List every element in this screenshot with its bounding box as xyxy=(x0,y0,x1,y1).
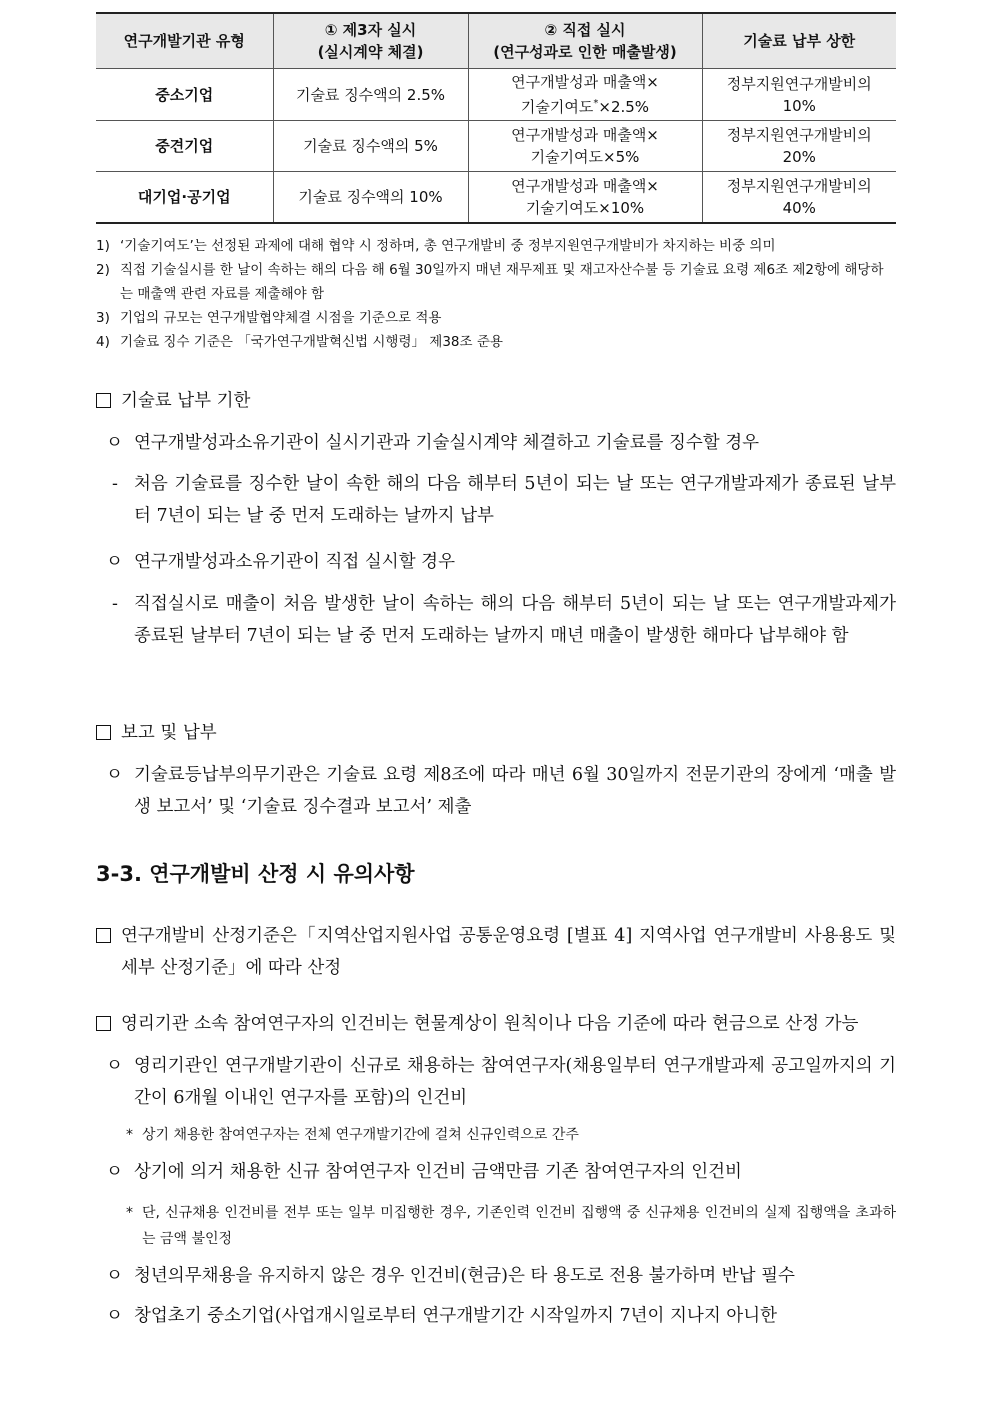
circle-bullet: ㅇ xyxy=(106,765,123,785)
section-title: 보고 및 납부 xyxy=(121,723,217,743)
circle-bullet: ㅇ xyxy=(106,1266,123,1286)
asterisk-bullet: * xyxy=(126,1127,133,1143)
checkbox-square-icon xyxy=(96,1016,111,1031)
cell-direct xyxy=(468,69,702,121)
bullet-text: 연구개발성과소유기관이 실시기관과 기술실시계약 체결하고 기술료를 징수할 경우 xyxy=(134,433,760,453)
note-item: 2) 직접 기술실시를 한 날이 속하는 해의 다음 해 6월 30일까지 매년 재무제표 및 재고자산수불 등 기술료 요령 제6조 제2항에 해당하는 매출액 관련 자료를 제출해야 함 xyxy=(96,262,884,302)
header-institution-type: 연구개발기관 유형 xyxy=(96,13,273,69)
note-text: 단, 신규채용 인건비를 전부 또는 일부 미집행한 경우, 기존인력 인건비 집행액 중 신규채용 인건비의 실제 집행액을 초과하는 금액 불인정 xyxy=(142,1205,896,1247)
section-title: 기술료 납부 기한 xyxy=(121,391,251,411)
dash-bullet: - xyxy=(112,594,118,614)
section-heading: 3-3. 연구개발비 산정 시 유의사항 xyxy=(96,862,415,886)
section-cost-calculation xyxy=(96,920,896,1332)
bullet-text: 청년의무채용을 유지하지 않은 경우 인건비(현금)은 타 용도로 전용 불가하며 반납 필수 xyxy=(134,1266,795,1286)
cell-third-party: 기술료 징수액의 5% xyxy=(273,121,468,172)
header-direct: ② 직접 실시 (연구성과로 인한 매출발생) xyxy=(468,13,702,69)
table-row xyxy=(96,121,896,172)
cap-line-a: 정부지원연구개발비의 xyxy=(726,74,872,93)
cell-cap xyxy=(702,172,896,224)
header-third-party: ① 제3자 실시 (실시계약 체결) xyxy=(273,13,468,69)
cell-type: 대기업·공기업 xyxy=(96,172,273,224)
dash-bullet: - xyxy=(112,474,118,494)
header-cap: 기술료 납부 상한 xyxy=(702,13,896,69)
direct-line-b: 기술기여도×5% xyxy=(530,148,640,166)
section-report-payment xyxy=(96,717,896,823)
direct-line-a: 연구개발성과 매출액× xyxy=(511,73,659,91)
cell-type: 중견기업 xyxy=(96,121,273,172)
cell-direct xyxy=(468,172,702,224)
checkbox-square-icon xyxy=(96,725,111,740)
direct-line-c: ×2.5% xyxy=(598,98,650,116)
cap-line-b: 10% xyxy=(782,96,816,115)
bullet-text: 직접실시로 매출이 처음 발생한 날이 속하는 해의 다음 해부터 5년이 되는 날 또는 연구개발과제가 종료된 날부터 7년이 되는 날 중 먼저 도래하는 날까지 매년 매출이 발생한 해마다 납부해야 함 xyxy=(134,594,896,646)
cell-direct xyxy=(468,121,702,172)
royalty-table xyxy=(96,12,896,224)
document-page xyxy=(96,12,896,1326)
direct-line-a: 연구개발성과 매출액× xyxy=(511,177,659,195)
circle-bullet: ㅇ xyxy=(106,433,123,453)
note-text: 상기 채용한 참여연구자는 전체 연구개발기간에 걸쳐 신규인력으로 간주 xyxy=(142,1127,579,1143)
bullet-text: 연구개발성과소유기관이 직접 실시할 경우 xyxy=(134,552,455,572)
table-header-row xyxy=(96,13,896,69)
circle-bullet: ㅇ xyxy=(106,1056,123,1076)
bullet-text: 처음 기술료를 징수한 날이 속한 해의 다음 해부터 5년이 되는 날 또는 연구개발과제가 종료된 날부터 7년이 되는 날 중 먼저 도래하는 날까지 납부 xyxy=(134,474,896,526)
cap-line-b: 40% xyxy=(782,199,816,217)
cell-third-party: 기술료 징수액의 2.5% xyxy=(273,69,468,121)
bullet-text: 창업초기 중소기업(사업개시일로부터 연구개발기간 시작일까지 7년이 지나지 아니한 xyxy=(134,1306,778,1326)
bullet-text: 영리기관인 연구개발기관이 신규로 채용하는 참여연구자(채용일부터 연구개발과제 공고일까지의 기간이 6개월 이내인 연구자를 포함)의 인건비 xyxy=(134,1056,896,1108)
bullet-text: 상기에 의거 채용한 신규 참여연구자 인건비 금액만큼 기존 참여연구자의 인건비 xyxy=(134,1162,742,1182)
circle-bullet: ㅇ xyxy=(106,1162,123,1182)
cap-line-a: 정부지원연구개발비의 xyxy=(726,126,872,144)
bullet-text: 영리기관 소속 참여연구자의 인건비는 현물계상이 원칙이나 다음 기준에 따라 현금으로 산정 가능 xyxy=(121,1014,859,1034)
bullet-text: 기술료등납부의무기관은 기술료 요령 제8조에 따라 매년 6월 30일까지 전문기관의 장에게 ‘매출 발생 보고서’ 및 ‘기술료 징수결과 보고서’ 제출 xyxy=(134,765,896,817)
table-notes xyxy=(96,234,896,354)
checkbox-square-icon xyxy=(96,928,111,943)
asterisk-bullet: * xyxy=(126,1205,133,1221)
checkbox-square-icon xyxy=(96,393,111,408)
cell-type: 중소기업 xyxy=(96,69,273,121)
cell-cap xyxy=(702,121,896,172)
circle-bullet: ㅇ xyxy=(106,552,123,572)
note-item: 1) ‘기술기여도’는 선정된 과제에 대해 협약 시 정하며, 총 연구개발비 중 정부지원연구개발비가 차지하는 비중 의미 xyxy=(96,238,776,254)
direct-line-b: 기술기여도 xyxy=(520,98,594,116)
cell-cap xyxy=(702,69,896,121)
note-item: 4) 기술료 징수 기준은 「국가연구개발혁신법 시행령」 제38조 준용 xyxy=(96,334,503,350)
footnote-mark: * xyxy=(593,98,599,109)
table-row xyxy=(96,69,896,121)
cap-line-b: 20% xyxy=(782,148,816,166)
circle-bullet: ㅇ xyxy=(106,1306,123,1326)
bullet-text: 연구개발비 산정기준은「지역산업지원사업 공통운영요령 [별표 4] 지역사업 연구개발비 사용용도 및 세부 산정기준」에 따라 산정 xyxy=(121,926,896,978)
table-row xyxy=(96,172,896,224)
cap-line-a: 정부지원연구개발비의 xyxy=(726,177,872,195)
cell-third-party: 기술료 징수액의 10% xyxy=(273,172,468,224)
section-payment-deadline xyxy=(96,385,896,652)
note-item: 3) 기업의 규모는 연구개발협약체결 시점을 기준으로 적용 xyxy=(96,310,442,326)
direct-line-a: 연구개발성과 매출액× xyxy=(511,126,659,144)
direct-line-b: 기술기여도×10% xyxy=(525,199,645,217)
